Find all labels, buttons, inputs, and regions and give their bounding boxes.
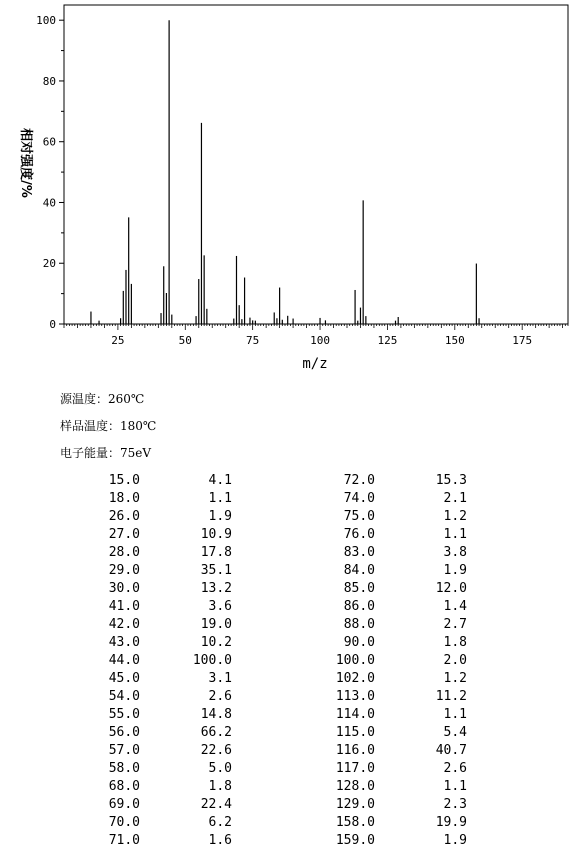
mz-cell: 57.0 bbox=[108, 743, 140, 758]
mz-cell: 44.0 bbox=[108, 653, 140, 668]
intensity-cell: 14.8 bbox=[200, 707, 232, 722]
mz-cell: 128.0 bbox=[335, 779, 375, 794]
mz-cell: 90.0 bbox=[343, 635, 375, 650]
table-row bbox=[60, 671, 530, 689]
mass-spectrum-chart bbox=[0, 0, 570, 380]
mz-cell: 117.0 bbox=[335, 761, 375, 776]
intensity-cell: 35.1 bbox=[200, 563, 232, 578]
intensity-cell: 1.6 bbox=[208, 833, 232, 848]
table-row bbox=[60, 797, 530, 815]
table-row bbox=[60, 509, 530, 527]
table-row bbox=[60, 545, 530, 563]
intensity-cell: 1.9 bbox=[208, 509, 232, 524]
mz-cell: 72.0 bbox=[343, 473, 375, 488]
y-tick-label: 20 bbox=[42, 257, 56, 271]
mz-cell: 29.0 bbox=[108, 563, 140, 578]
intensity-cell: 1.2 bbox=[443, 671, 467, 686]
mz-cell: 58.0 bbox=[108, 761, 140, 776]
table-row bbox=[60, 635, 530, 653]
mz-cell: 83.0 bbox=[343, 545, 375, 560]
intensity-cell: 66.2 bbox=[200, 725, 232, 740]
y-tick-label: 40 bbox=[42, 196, 56, 210]
table-row bbox=[60, 491, 530, 509]
mz-cell: 116.0 bbox=[335, 743, 375, 758]
mz-cell: 68.0 bbox=[108, 779, 140, 794]
intensity-cell: 1.1 bbox=[443, 779, 467, 794]
intensity-cell: 2.1 bbox=[443, 491, 467, 506]
intensity-cell: 1.2 bbox=[443, 509, 467, 524]
intensity-cell: 2.3 bbox=[443, 797, 467, 812]
mz-cell: 129.0 bbox=[335, 797, 375, 812]
intensity-cell: 2.7 bbox=[443, 617, 467, 632]
table-row bbox=[60, 725, 530, 743]
mz-cell: 70.0 bbox=[108, 815, 140, 830]
mz-cell: 159.0 bbox=[335, 833, 375, 848]
intensity-cell: 1.1 bbox=[208, 491, 232, 506]
y-tick-label: 100 bbox=[36, 14, 56, 28]
mz-cell: 114.0 bbox=[335, 707, 375, 722]
x-tick-label: 125 bbox=[377, 334, 398, 347]
mz-cell: 115.0 bbox=[335, 725, 375, 740]
intensity-cell: 3.1 bbox=[208, 671, 232, 686]
intensity-cell: 1.9 bbox=[443, 563, 467, 578]
intensity-cell: 1.8 bbox=[443, 635, 467, 650]
y-tick-label: 80 bbox=[42, 74, 56, 88]
table-row bbox=[60, 473, 530, 491]
source-temperature: 源温度：260℃ bbox=[60, 392, 145, 406]
mz-cell: 54.0 bbox=[108, 689, 140, 704]
mz-cell: 74.0 bbox=[343, 491, 375, 506]
intensity-cell: 12.0 bbox=[435, 581, 467, 596]
x-tick-label: 50 bbox=[178, 334, 192, 347]
mz-cell: 30.0 bbox=[108, 581, 140, 596]
table-row bbox=[60, 707, 530, 725]
x-tick-label: 150 bbox=[444, 334, 465, 347]
table-row bbox=[60, 779, 530, 797]
table-row bbox=[60, 743, 530, 761]
intensity-cell: 19.0 bbox=[200, 617, 232, 632]
mz-cell: 15.0 bbox=[108, 473, 140, 488]
table-row bbox=[60, 815, 530, 833]
table-row bbox=[60, 599, 530, 617]
y-axis-label: 相对强度/% bbox=[18, 128, 33, 198]
intensity-cell: 2.0 bbox=[443, 653, 467, 668]
mz-cell: 71.0 bbox=[108, 833, 140, 848]
intensity-cell: 10.9 bbox=[200, 527, 232, 542]
mz-cell: 84.0 bbox=[343, 563, 375, 578]
mz-cell: 113.0 bbox=[335, 689, 375, 704]
sample-temperature: 样品温度：180℃ bbox=[60, 419, 157, 433]
intensity-cell: 22.6 bbox=[200, 743, 232, 758]
mz-cell: 75.0 bbox=[343, 509, 375, 524]
mz-cell: 42.0 bbox=[108, 617, 140, 632]
intensity-cell: 4.1 bbox=[208, 473, 232, 488]
intensity-cell: 1.1 bbox=[443, 707, 467, 722]
intensity-cell: 2.6 bbox=[443, 761, 467, 776]
electron-energy: 电子能量：75eV bbox=[60, 446, 152, 460]
peak-table bbox=[60, 473, 530, 851]
table-row bbox=[60, 653, 530, 671]
x-axis-label: m/z bbox=[302, 356, 328, 372]
intensity-cell: 15.3 bbox=[435, 473, 467, 488]
intensity-cell: 17.8 bbox=[200, 545, 232, 560]
intensity-cell: 10.2 bbox=[200, 635, 232, 650]
mz-cell: 55.0 bbox=[108, 707, 140, 722]
x-tick-label: 25 bbox=[111, 334, 125, 347]
table-row bbox=[60, 689, 530, 707]
intensity-cell: 6.2 bbox=[208, 815, 232, 830]
mz-cell: 158.0 bbox=[335, 815, 375, 830]
intensity-cell: 1.8 bbox=[208, 779, 232, 794]
intensity-cell: 13.2 bbox=[200, 581, 232, 596]
intensity-cell: 5.4 bbox=[443, 725, 467, 740]
table-row bbox=[60, 833, 530, 851]
y-tick-label: 0 bbox=[49, 318, 56, 331]
intensity-cell: 19.9 bbox=[435, 815, 467, 830]
mz-cell: 88.0 bbox=[343, 617, 375, 632]
mz-cell: 28.0 bbox=[108, 545, 140, 560]
mz-cell: 102.0 bbox=[335, 671, 375, 686]
table-row bbox=[60, 761, 530, 779]
intensity-cell: 40.7 bbox=[435, 743, 467, 758]
table-row bbox=[60, 581, 530, 599]
intensity-cell: 1.1 bbox=[443, 527, 467, 542]
mz-cell: 18.0 bbox=[108, 491, 140, 506]
mz-cell: 100.0 bbox=[335, 653, 375, 668]
intensity-cell: 1.9 bbox=[443, 833, 467, 848]
table-row bbox=[60, 563, 530, 581]
x-tick-label: 175 bbox=[512, 334, 533, 347]
tick-labels bbox=[36, 14, 532, 347]
intensity-cell: 3.8 bbox=[443, 545, 467, 560]
mz-cell: 43.0 bbox=[108, 635, 140, 650]
mz-cell: 56.0 bbox=[108, 725, 140, 740]
mz-cell: 86.0 bbox=[343, 599, 375, 614]
table-row bbox=[60, 527, 530, 545]
intensity-cell: 1.4 bbox=[443, 599, 467, 614]
intensity-cell: 100.0 bbox=[192, 653, 232, 668]
intensity-cell: 2.6 bbox=[208, 689, 232, 704]
x-tick-label: 100 bbox=[310, 334, 330, 347]
plot-frame bbox=[64, 5, 568, 324]
intensity-cell: 11.2 bbox=[435, 689, 467, 704]
mz-cell: 76.0 bbox=[343, 527, 375, 542]
mz-cell: 85.0 bbox=[343, 581, 375, 596]
mz-cell: 27.0 bbox=[108, 527, 140, 542]
intensity-cell: 5.0 bbox=[208, 761, 232, 776]
chart-axes bbox=[59, 5, 568, 330]
x-tick-label: 75 bbox=[246, 334, 260, 347]
mz-cell: 26.0 bbox=[108, 509, 140, 524]
y-tick-label: 60 bbox=[42, 135, 56, 149]
table-row bbox=[60, 617, 530, 635]
mz-cell: 69.0 bbox=[108, 797, 140, 812]
intensity-cell: 3.6 bbox=[208, 599, 232, 614]
spectrum-bars bbox=[91, 20, 479, 324]
mz-cell: 45.0 bbox=[108, 671, 140, 686]
mz-cell: 41.0 bbox=[108, 599, 140, 614]
intensity-cell: 22.4 bbox=[200, 797, 232, 812]
